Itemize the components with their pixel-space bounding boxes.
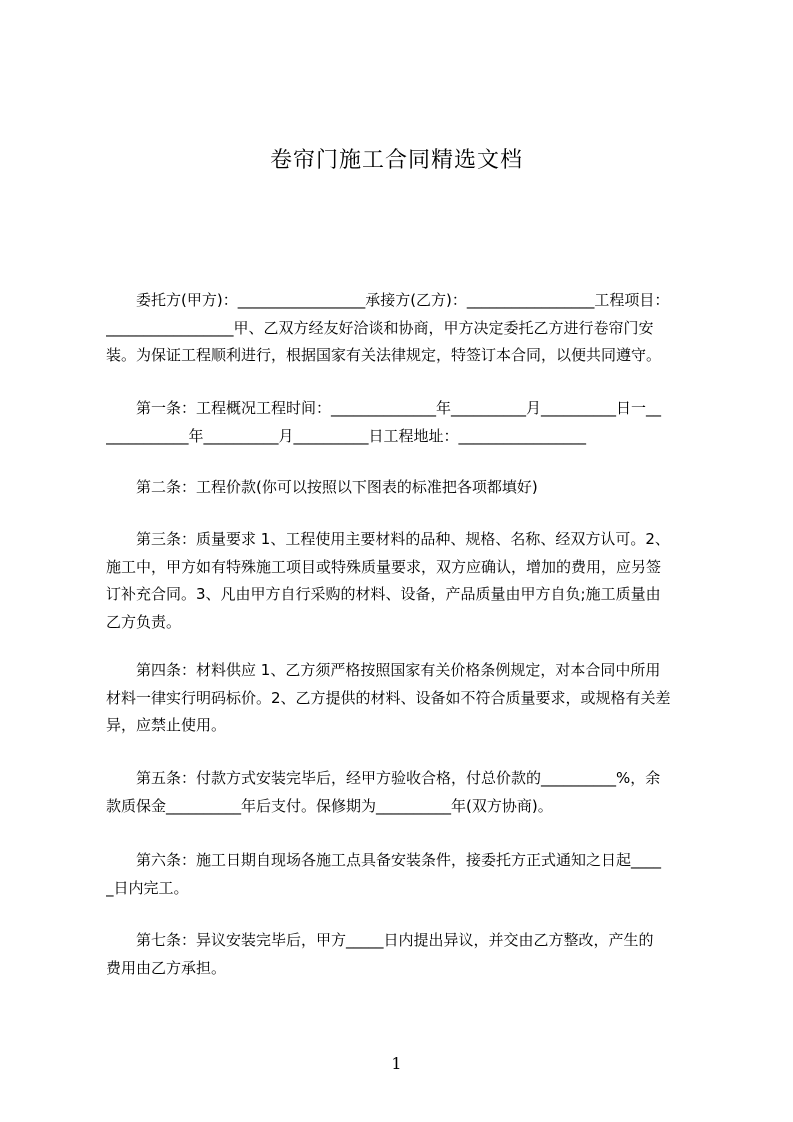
paragraph-article-5: 第五条：付款方式安装完毕后，经甲方验收合格，付总价款的__________%，余 款质保金__________年后支付。保修期为__________年(双方协商)。 — [106, 769, 661, 815]
paragraph-parties: 委托方(甲方)：_________________承接方(乙方)：_________________工程项目： _________________甲、乙双方经友好洽谈和协商，甲方决定委托乙方进行卷帘门安 装。为保证工程顺利进行，根据国家有关法律规定，特签订本合同，以便共同遵守。 — [106, 291, 670, 364]
page-number: 1 — [391, 1054, 402, 1073]
paragraph-article-3: 第三条：质量要求 1、工程使用主要材料的品种、规格、名称、经双方认可。2、 施工中，甲方如有特殊施工项目或特殊质量要求，双方应确认，增加的费用，应另签 订补充合同。3、凡由甲方自行采购的材料、设备，产品质量由甲方自负;施工质量由 乙方负责。 — [106, 530, 670, 631]
paragraph-article-7: 第七条：异议安装完毕后，甲方_____日内提出异议，并交由乙方整改，产生的 费用由乙方承担。 — [106, 931, 654, 977]
paragraph-article-1: 第一条：工程概况工程时间：______________年__________月__________日一__ ___________年__________月__________日工程地址：_________________ — [106, 399, 662, 445]
paragraph-article-2: 第二条：工程价款(你可以按照以下图表的标准把各项都填好) — [106, 478, 538, 496]
paragraph-article-4: 第四条：材料供应 1、乙方须严格按照国家有关价格条例规定，对本合同中所用 材料一律实行明码标价。2、乙方提供的材料、设备如不符合质量要求，或规格有关差 异，应禁止使用。 — [106, 661, 671, 734]
paragraph-article-6: 第六条：施工日期自现场各施工点具备安装条件，接委托方正式通知之日起____ _日内完工。 — [106, 851, 662, 897]
document-title: 卷帘门施工合同精选文档 — [269, 148, 523, 173]
